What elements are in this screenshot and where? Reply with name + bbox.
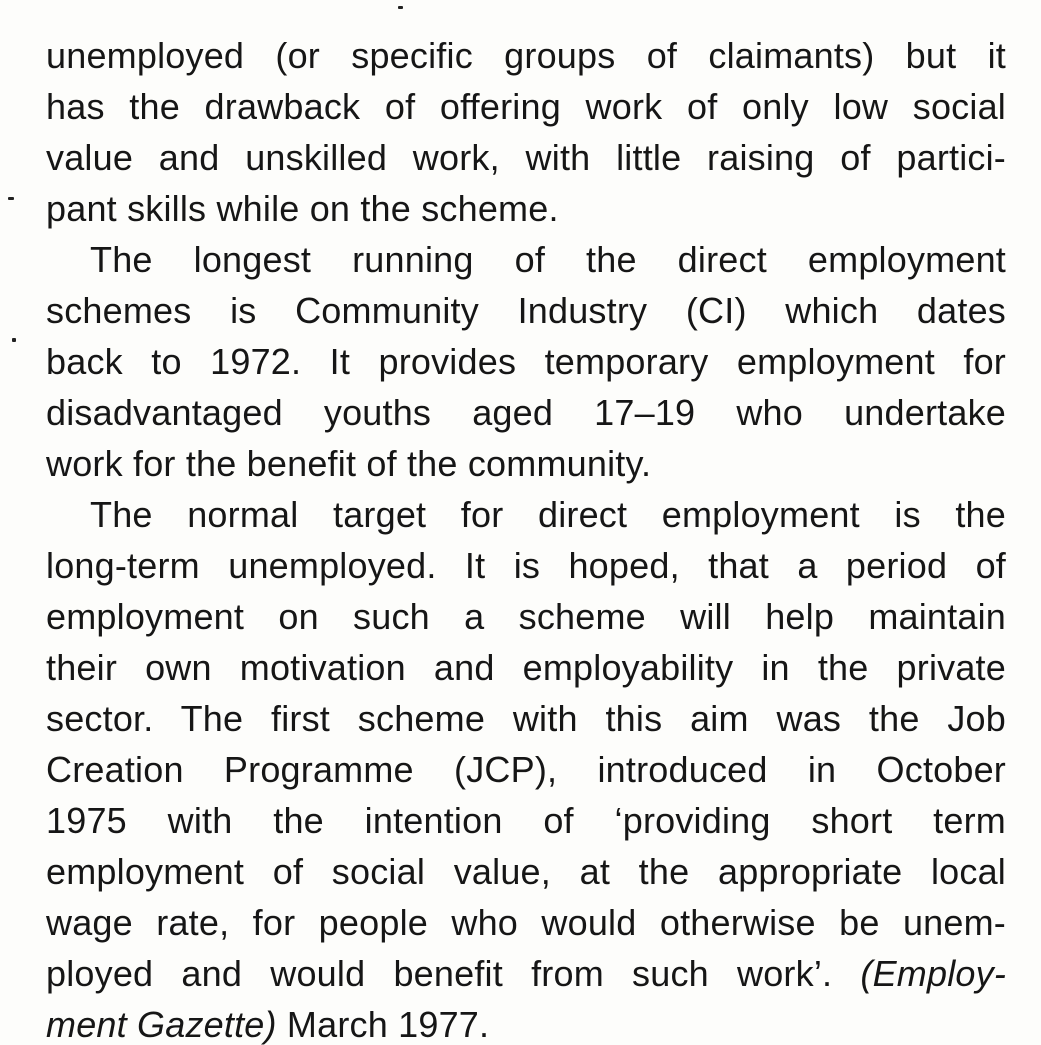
- scan-speck: [12, 338, 16, 342]
- paragraph-1: [46, 30, 1006, 234]
- text-line: unemployed (or specific groups of claimants) but it: [46, 35, 1006, 76]
- citation-source: (Employ-: [860, 953, 1007, 994]
- text-line: Creation Programme (JCP), introduced in October: [46, 749, 1006, 790]
- text-line: their own motivation and employability in the private: [46, 647, 1006, 688]
- scan-speck: [398, 6, 403, 9]
- citation-date: March 1977.: [286, 1004, 490, 1045]
- text-line: The longest running of the direct employment: [90, 239, 1006, 280]
- citation-source: ment Gazette): [46, 1004, 277, 1045]
- text-line: long-term unemployed. It is hoped, that a period of: [46, 545, 1006, 586]
- body-text: [46, 30, 1006, 1045]
- text-line: wage rate, for people who would otherwise be unem-: [46, 902, 1006, 943]
- text-line: back to 1972. It provides temporary employment for: [46, 341, 1006, 382]
- text-line: has the drawback of offering work of only low social: [46, 86, 1006, 127]
- text-line: work for the benefit of the community.: [46, 443, 652, 484]
- text-line: 1975 with the intention of ‘providing short term: [46, 800, 1006, 841]
- scan-speck: [8, 197, 14, 200]
- paragraph-3: [46, 489, 1006, 1045]
- text-line: employment on such a scheme will help maintain: [46, 596, 1006, 637]
- text-line: pant skills while on the scheme.: [46, 188, 559, 229]
- text-line: disadvantaged youths aged 17–19 who undertake: [46, 392, 1006, 433]
- text-line: sector. The first scheme with this aim was the Job: [46, 698, 1006, 739]
- paragraph-2: [46, 234, 1006, 489]
- text-line: value and unskilled work, with little raising of partici-: [46, 137, 1006, 178]
- text-segment: ployed and would benefit from such work’.: [46, 953, 833, 994]
- text-line-citation: [46, 999, 1006, 1045]
- text-line: schemes is Community Industry (CI) which dates: [46, 290, 1006, 331]
- text-line: employment of social value, at the appropriate local: [46, 851, 1006, 892]
- text-line-with-citation: [46, 948, 1006, 999]
- text-line: The normal target for direct employment is the: [90, 494, 1006, 535]
